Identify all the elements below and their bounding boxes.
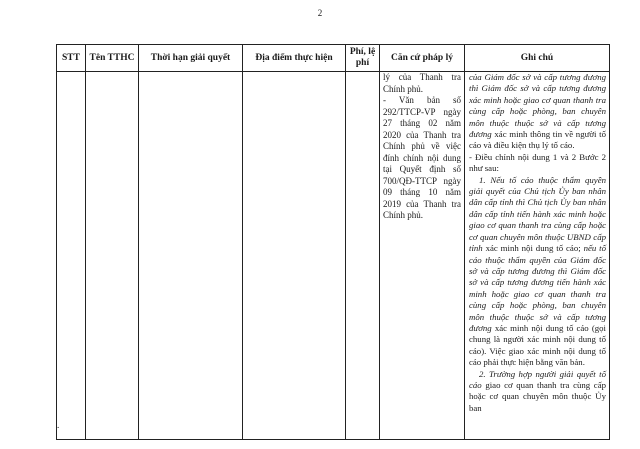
- cell-stt: [57, 72, 86, 440]
- cell-ten-tthc: [86, 72, 139, 440]
- header-stt: STT: [57, 45, 86, 72]
- note-p3-italic: 1. Nếu tố cáo thuộc thẩm quyền giải quyết của Chủ tịch Ủy ban nhân dân cấp tỉnh thì Chủ tịch Ủy ban nhân dân cấp tỉnh tiến hành xác minh hoặc giao cơ quan thanh tra cùng cấp hoặc cơ quan chuyên môn thuộc UBND cấp tỉnh: [469, 174, 606, 254]
- legal-basis-line-1: lý của Thanh tra Chính phủ.: [383, 72, 461, 94]
- cell-phi: [346, 72, 380, 440]
- procedure-table: [56, 44, 610, 440]
- note-p4-normal: giao cơ quan thanh tra cùng cấp hoặc cơ quan chuyên môn thuộc Ủy ban: [469, 379, 606, 413]
- legal-basis-line-2: - Văn bản số 292/TTCP-VP ngày 27 tháng 02 năm 2020 của Thanh tra Chính phủ về việc đính chính nội dung tại Quyết định số 700/QĐ-TTCP ngày 09 tháng 10 năm 2019 của Thanh tra Chính phủ.: [383, 95, 461, 220]
- header-can-cu: Căn cứ pháp lý: [380, 45, 465, 72]
- note-paragraph-3: [469, 175, 606, 369]
- header-thoi-han: Thời hạn giải quyết: [139, 45, 243, 72]
- note-paragraph-1: [469, 72, 606, 152]
- note-p1-italic: của Giám đốc sở và cấp tương đương thì Giám đốc sở và cấp tương đương xác minh hoặc giao cơ quan thanh tra cùng cấp hoặc phòng, ban chuyên môn thuộc thuộc sở và cấp tương đương: [469, 72, 606, 140]
- header-dia-diem: Địa điểm thực hiện: [243, 45, 346, 72]
- note-p3-italic-b: nếu tố cáo thuộc thẩm quyền của Giám đốc sở và cấp tương đương thì Giám đốc sở và cấp tương đương tiến hành xác minh hoặc giao cơ quan thanh tra cùng cấp hoặc phòng, ban chuyên môn thuộc thuộc sở và cấp tương đương: [469, 243, 606, 333]
- table-header-row: [57, 45, 610, 72]
- header-ten-tthc: Tên TTHC: [86, 45, 139, 72]
- page-number: 2: [317, 8, 323, 18]
- note-paragraph-2: - Điều chỉnh nội dung 1 và 2 Bước 2 như sau:: [469, 151, 606, 174]
- footer-mark: .: [57, 420, 60, 430]
- note-paragraph-4: [469, 369, 606, 415]
- header-ghi-chu: Ghi chú: [465, 45, 610, 72]
- cell-can-cu: [380, 72, 465, 440]
- note-p3-normal-c: xác minh nội dung tố cáo (gọi chung là người xác minh nội dung tố cáo). Việc giao xác minh nội dung tố cáo phải thực hiện bằng văn bản.: [469, 322, 606, 368]
- header-phi: Phí, lệ phí: [346, 45, 380, 72]
- table-row: [57, 72, 610, 440]
- cell-dia-diem: [243, 72, 346, 440]
- cell-thoi-han: [139, 72, 243, 440]
- note-p1-normal: xác minh thông tin về người tố cáo và điều kiện thụ lý tố cáo.: [469, 129, 606, 151]
- note-p4-italic: 2. Trường hợp người giải quyết tố cáo: [469, 368, 606, 390]
- cell-ghi-chu: [465, 72, 610, 440]
- note-p3-normal-a: xác minh nội dung tố cáo;: [482, 243, 584, 254]
